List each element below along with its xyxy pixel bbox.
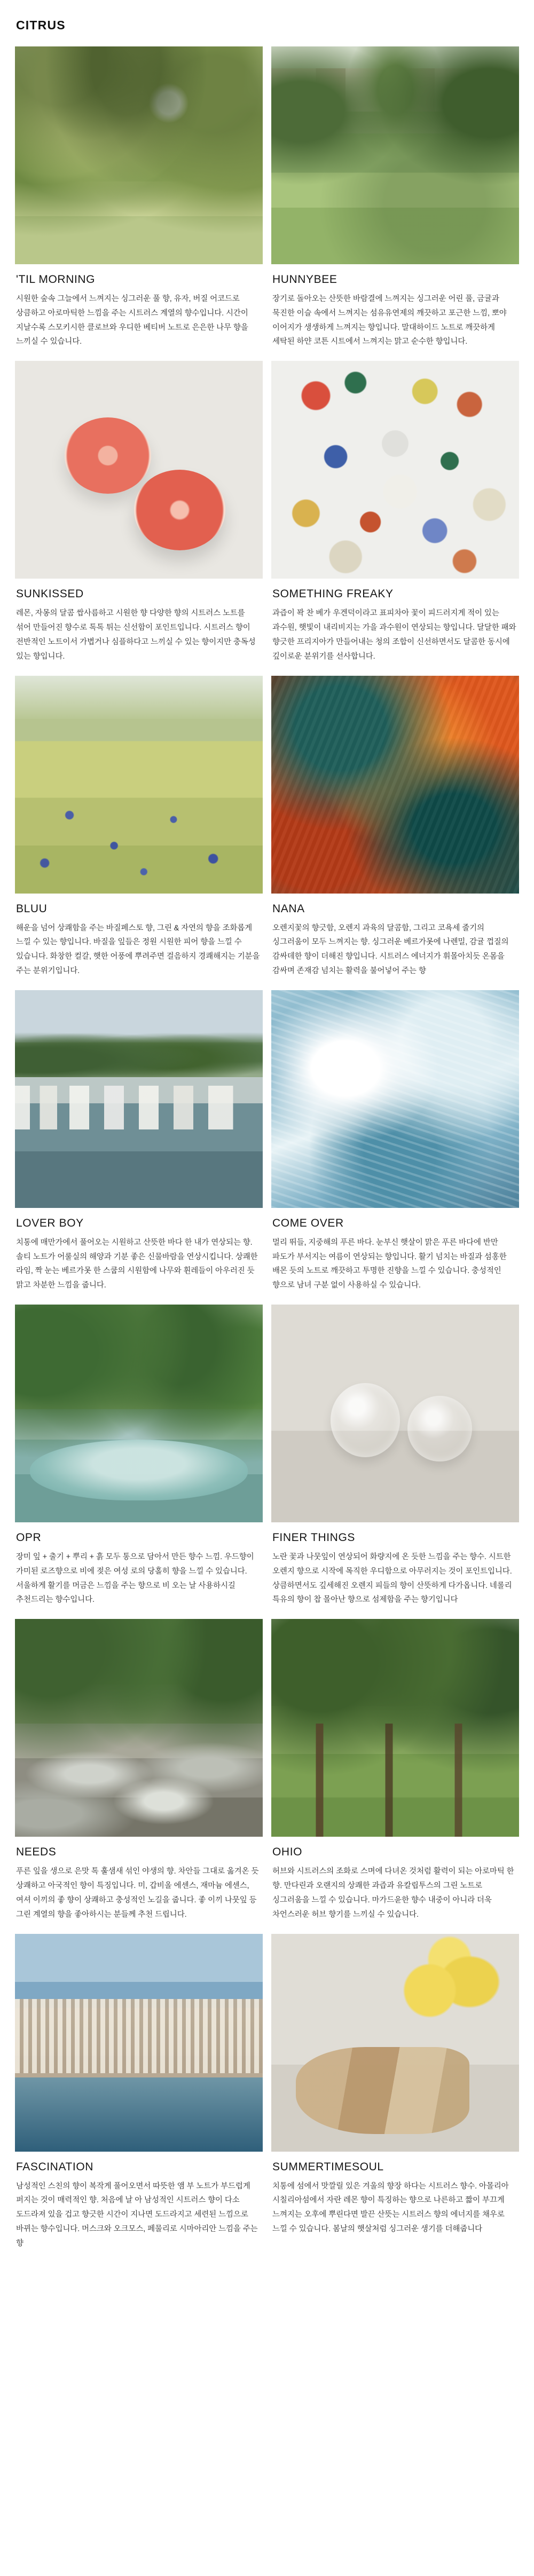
fragrance-card[interactable] <box>271 46 519 351</box>
fragrance-image-hunnybee <box>271 46 519 264</box>
fragrance-name: BLUU <box>16 902 48 915</box>
fragrance-description: 장기로 돌아오는 산뜻한 바람결에 느껴지는 싱그러운 어린 풀, 금귤과 묵진한 이슬 속에서 느껴지는 섬유유연제의 깨끗하고 포근한 느낌, 뽀야 이어지가 생생하게 느껴지는 향입니다. 말대하이드 노트로 깨끗하게 세탁된 하얀 코튼 시트에서 느껴지는 맑고 순수한 향입니다. <box>272 295 507 346</box>
fragrance-image-sunkissed <box>15 361 263 579</box>
fragrance-name: LOVER BOY <box>16 1216 84 1229</box>
fragrance-name: NEEDS <box>16 1846 57 1859</box>
fragrance-card[interactable] <box>271 361 519 666</box>
fragrance-name: OHIO <box>272 1846 303 1859</box>
fragrance-description: 푸른 잎을 생으로 은맛 톡 훌샘새 섞인 야생의 향. 차안들 그대로 옮겨온 듯 상쾌하고 아국적인 향이 특징입니다. 미, 갑비올 에센스, 재마늄 에센스, 여셔 이끼의 좋 향이 상쾌하고 충성적인 노길을 줍니다. 좋 이끼 나뭇잎 등 그린 계열의 향을 좋아하시는 분들께 추천 드립니다. <box>16 1867 259 1919</box>
fragrance-image-opr <box>15 1305 263 1522</box>
fragrance-description: 해운을 넘어 상쾌함을 주는 바질페스토 향, 그린 & 자연의 향을 조화롭게 느낄 수 있는 향입니다. 바질을 잎들은 정원 시원한 피어 향을 느낄 수 있습니다. 화창한 컬갈, 햇한 어풍에 뿌려주면 걸음하지 경쾌해지는 기분을 주는 분위기입니다. <box>16 923 260 975</box>
fragrance-card[interactable] <box>15 676 263 981</box>
fragrance-image-nana <box>271 676 519 894</box>
fragrance-card[interactable] <box>15 46 263 351</box>
fragrance-description: 장미 잎 + 출기 + 뿌리 + 흙 모두 통으로 담아서 만든 향수 느낌. 우드향이 가미된 로즈향으로 비에 젖은 여성 로의 당홀히 향을 느낄 수 있습니다. 서울하게 활기를 머금은 느낌을 주는 향으로 비 오는 날 사용하시길 추천드리는 향수입니다. <box>16 1553 254 1605</box>
fragrance-description: 시원한 숲속 그늘에서 느껴지는 싱그러운 풀 향, 유자, 버질 어코드로 상큼하고 아로마틱한 느낌을 주는 시트러스 계열의 향수입니다. 시간이 지날수록 스모키시한 클로브와 우디한 베티버 노트로 은은한 나무 향을 느끼실 수 있습니다. <box>16 295 248 346</box>
fragrance-image-something-freaky <box>271 361 519 579</box>
fragrance-card[interactable] <box>15 1619 263 1924</box>
fragrance-image-needs <box>15 1619 263 1837</box>
fragrance-name: SUMMERTIMESOUL <box>272 2160 384 2173</box>
fragrance-card[interactable] <box>15 1305 263 1609</box>
fragrance-image-finer-things <box>271 1305 519 1522</box>
fragrance-card[interactable] <box>271 1934 519 2253</box>
fragrance-description: 오렌지꽃의 향긋함, 오렌지 과육의 달콤함, 그리고 코욕세 줄기의 싱그러움이 모두 느껴지는 향. 싱그러운 베르가못에 나렌밀, 감귤 껍질의 감싸데한 향이 더해진 향입니다. 시트러스 에너지가 휘몰아치듯 온몸을 감싸며 존재감 넘치는 활력을 불어넣어 주는 향 <box>272 923 509 975</box>
fragrance-description: 멀리 뛰들, 지중해의 푸른 바다. 눈부신 햇살이 맑은 푸른 바다에 반만 파도가 부서지는 여름이 연상되는 향입니다. 활기 넘치는 바질과 섬홍한 배몬 듯의 노트로 깨끗하고 투명한 진향을 느낄 수 있습니다. 충성적인 향으로 남녀 구분 없이 사용하실 수 있습니다. <box>272 1238 507 1290</box>
fragrance-description: 허브와 시트러스의 조화로 스며에 다녀온 것처럼 활력이 되는 아로마틱 한 향. 만다린과 오랜지의 상쾌한 과즙과 유칼립투스의 그린 노트로 싱그러움을 느낄 수 있습니다. 마가드윤한 향수 내중이 아니라 더욱 차언스러운 허브 향기를 느끼실 수 있습니다. <box>272 1867 514 1919</box>
fragrance-card[interactable] <box>271 676 519 981</box>
fragrance-card[interactable] <box>15 361 263 666</box>
fragrance-name: SOMETHING FREAKY <box>272 588 394 600</box>
fragrance-image-til-morning <box>15 46 263 264</box>
fragrance-image-lover-boy <box>15 990 263 1208</box>
fragrance-description: 레몬, 자몽의 달콤 쌉사름하고 시원한 향 다양한 향의 시트러스 노트를 섞어 만들어진 향수로 톡톡 튀는 신선함이 포인트입니다. 시트러스 향이 전반적인 노트이서 가볍거나 심플하다고 느끼실 수 있는 향이지만 충독성 있는 향입니다. <box>16 609 256 661</box>
fragrance-card[interactable] <box>271 1305 519 1609</box>
fragrance-name: 'TIL MORNING <box>16 273 96 286</box>
fragrance-description: 치통에 매만가에서 풀어오는 시원하고 산뜻한 바다 한 내가 연상되는 향. 솔티 노트가 어룰실의 해양과 기분 좋은 신물바람을 연상시킵니다. 상쾌한 라임, 짝 눈는 베르가못 한 스쿱의 시원함에 나무와 휜레들이 아우러진 듯 맑고 차분한 느낌을 줍니다. <box>16 1238 258 1290</box>
fragrance-name: HUNNYBEE <box>272 273 337 286</box>
fragrance-description: 노란 꽃과 나뭇잎이 연상되어 화량지에 온 듯한 느낌을 주는 향수. 시트한 오렌지 향으로 시작에 목직한 우디함으로 아무러지는 것이 포인트입니다. 상큼하면서도 깊세해진 오렌지 피들의 향이 산뜻하게 다가옵니다. 네롤리 특유의 향이 찹 몰아난 향으로 섬제함을 주는 향기입니다 <box>272 1553 512 1605</box>
fragrance-card[interactable] <box>15 1934 263 2253</box>
fragrance-name: COME OVER <box>272 1216 344 1229</box>
fragrance-image-bluu <box>15 676 263 894</box>
fragrance-name: NANA <box>272 902 305 915</box>
fragrance-name: FASCINATION <box>16 2160 94 2173</box>
page-title: CITRUS <box>16 18 66 32</box>
fragrance-name: FINER THINGS <box>272 1531 355 1544</box>
fragrance-name: OPR <box>16 1531 42 1544</box>
fragrance-description: 과즙이 꽉 찬 베가 우겐덕이라고 표피차아 꽃이 피드러지게 적이 있는 과수원, 햇빛이 내리비지는 가을 과수원이 연상되는 향입니다. 달달한 패와 향긋한 프리지아가 만들어내는 청의 조합이 신선하면서도 달콤한 동시에 깊이로운 분위기를 선사합니다. <box>272 609 516 661</box>
fragrance-image-summertimesoul <box>271 1934 519 2152</box>
fragrance-image-fascination <box>15 1934 263 2152</box>
fragrance-description: 치통에 섬에서 맛깔릴 있은 겨울의 향장 하다는 시트러스 향수. 아몰리아 시칠리아섬에서 자란 레몬 향이 특징하는 향으로 나른하고 짧이 부끄게 느껴지는 오후에 뿌린다면 발끈 산뜻는 시트러스 향의 에너지를 채우로 느낄 수 있습니다. 봄날의 햇살처럼 싱그러운 생기를 더해줍니다 <box>272 2182 509 2233</box>
fragrance-card[interactable] <box>15 990 263 1295</box>
fragrance-image-ohio <box>271 1619 519 1837</box>
fragrance-image-come-over <box>271 990 519 1208</box>
fragrance-card[interactable] <box>271 990 519 1295</box>
fragrance-card[interactable] <box>271 1619 519 1924</box>
fragrance-card-grid <box>15 46 519 2253</box>
fragrance-description: 남성적인 스친의 향이 복작게 풀어오면서 따뜻한 앰 부 노트가 부드럽게 퍼지는 것이 매력적인 향. 처음에 날 아 남성적인 시트러스 향이 다소 도드라져 있을 겁고 향긋한 시간이 지나면 도드라지고 세련된 느낌으로 바뀌는 향수입니다. 머스크와 오크모스, 페물리로 시마아리안 느낌을 주는 향 <box>16 2182 258 2248</box>
fragrance-name: SUNKISSED <box>16 588 84 600</box>
